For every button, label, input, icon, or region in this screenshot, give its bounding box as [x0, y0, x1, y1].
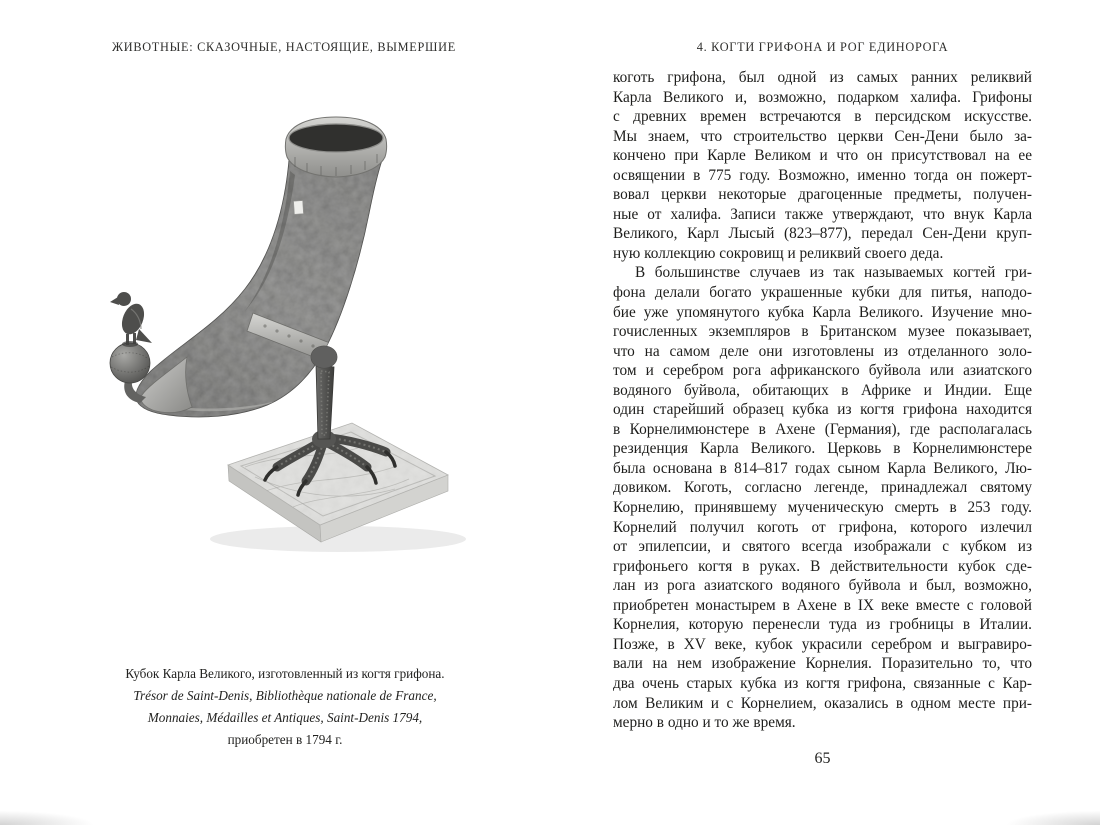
- text-line: Корнелий получил коготь от грифона, которого излечил: [613, 518, 1032, 536]
- figure-illustration: [95, 105, 495, 575]
- text-line: бие уже упомянутого кубка Карла Великого. Изучение мно-: [613, 303, 1032, 321]
- griffin-claw-cup-photo: [95, 105, 495, 575]
- text-line: Корнелию, принявшему мученическую смерть в 253 году.: [613, 499, 1032, 517]
- sphere-finial: [110, 343, 150, 383]
- text-line: освящении в 775 году. Возможно, именно тогда он пожерт-: [613, 166, 1032, 184]
- text-line: грифоньего когтя в руках. В действительности кубок сде-: [613, 557, 1032, 575]
- text-line: ную коллекцию сокровищ и реликвий своего деда.: [613, 244, 944, 262]
- text-line: довиком. Коготь, согласно легенде, принадлежал святому: [613, 479, 1032, 497]
- text-line: ные от халифа. Записи также утверждают, что внук Карла: [613, 205, 1032, 223]
- text-line: лом Великим и с Корнелием, оказались в одном месте при-: [613, 694, 1032, 712]
- text-line: кончено при Карле Великом и что он присутствовал на ее: [613, 147, 1032, 165]
- text-line: резиденция Карла Великого. Церковь в Корнелимюнстере: [613, 440, 1032, 458]
- text-line: Карла Великого и, возможно, подарком халифа. Грифоны: [613, 88, 1032, 106]
- museum-label: [294, 201, 304, 215]
- text-line: два очень старых кубка из когтя грифона, связанные с Кар-: [613, 674, 1032, 692]
- text-line: что на самом деле они изготовлены из отделанного золо-: [613, 342, 1032, 360]
- paragraph: [613, 263, 1032, 732]
- text-line: в Корнелимюнстере в Ахене (Германия), где располагалась: [613, 420, 1032, 438]
- paragraph: [613, 68, 1032, 263]
- text-line: Мы знаем, что строительство церкви Сен-Дени было за-: [613, 127, 1032, 145]
- text-line: фона делали богато украшенные кубки для питья, наподо-: [613, 284, 1032, 302]
- caption-line: приобретен в 1794 г.: [227, 732, 343, 747]
- text-line: том и серебром рога африканского буйвола или азиатского: [613, 362, 1032, 380]
- text-line: один старейший образец кубка из когтя грифона находится: [613, 401, 1032, 419]
- running-head-left: ЖИВОТНЫЕ: СКАЗОЧНЫЕ, НАСТОЯЩИЕ, ВЫМЕРШИЕ: [112, 40, 456, 54]
- text-line: лан из рога азиатского водяного буйвола и был, возможно,: [613, 577, 1032, 595]
- page-number: 65: [814, 750, 831, 767]
- running-head-right: 4. КОГТИ ГРИФОНА И РОГ ЕДИНОРОГА: [696, 40, 949, 54]
- horn-mouth-rim: [285, 117, 386, 177]
- text-line: мерно в одно и то же время.: [613, 714, 796, 732]
- text-line: вали на нем изображение Корнелия. Поразительно то, что: [613, 655, 1032, 673]
- bird-finial: [110, 292, 152, 345]
- figure-caption: [75, 663, 495, 751]
- text-line: Корнелия, которую перенесли туда из гробницы в Италии.: [613, 616, 1032, 634]
- text-line: Позже, в XV веке, кубок украсили серебром и выгравиро-: [613, 635, 1032, 653]
- body-text: [613, 68, 1032, 733]
- text-line: В большинстве случаев из так называемых когтей гри-: [635, 264, 1032, 282]
- text-line: приобретен монастырем в Ахене в IX веке вместе с головой: [613, 596, 1032, 614]
- text-line: была основана в 814–817 годах сыном Карла Великого, Лю-: [613, 459, 1032, 477]
- text-line: Великого, Карл Лысый (823–877), передал Сен-Дени круп-: [613, 225, 1032, 243]
- caption-line: Кубок Карла Великого, изготовленный из когтя грифона.: [125, 666, 445, 681]
- text-line: гочисленных экземпляров в Британском музее показывает,: [613, 323, 1032, 341]
- text-line: водяного буйвола, обитающих в Африке и Индии. Еще: [613, 381, 1032, 399]
- text-line: вовал церкви некоторые драгоценные предметы, получен-: [613, 186, 1032, 204]
- text-line: с древних времен встречаются в персидском искусстве.: [613, 108, 1032, 126]
- claw-leg: [316, 365, 334, 439]
- caption-line: Trésor de Saint-Denis, Bibliothèque nationale de France,: [133, 688, 437, 703]
- right-page: [550, 0, 1100, 825]
- text-line: от эпилепсии, и святого всегда изображали с кубком из: [613, 538, 1032, 556]
- caption-line: Monnaies, Médailles et Antiques, Saint-Denis 1794,: [147, 710, 423, 725]
- marble-base: [215, 415, 465, 542]
- text-line: коготь грифона, был одной из самых ранних реликвий: [613, 69, 1032, 86]
